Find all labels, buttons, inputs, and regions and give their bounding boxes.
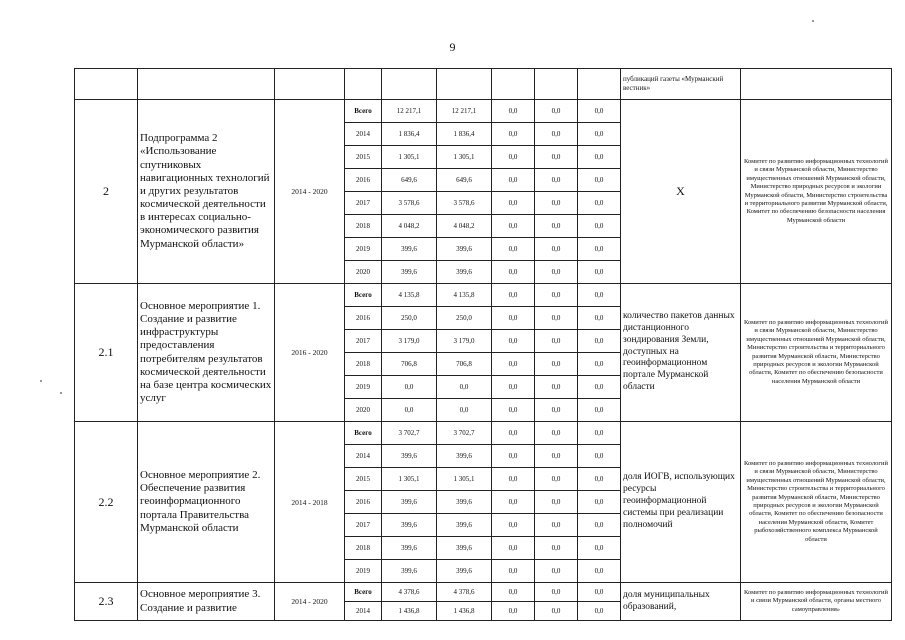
responsible-cell: Комитет по развитию информационных технологий и связи Мурманской области, Министерство имущественных отношений Мурманской области, Министерство строительства и территориального развития Мурманской области, Министерство природных ресурсов и экологии Мурманской области, Комитет по обеспечению безопасности населения Мурманской области, Комитет рыбохозяйственного комплекса Мурманской области [741, 422, 892, 583]
amount-cell: 0,0 [578, 602, 621, 621]
amount-cell: 0,0 [535, 445, 578, 468]
amount-cell: 1 305,1 [437, 468, 492, 491]
amount-cell: 12 217,1 [382, 100, 437, 123]
amount-cell: 4 378,6 [382, 583, 437, 602]
period-cell: 2014 - 2018 [275, 422, 345, 583]
amount-cell: 0,0 [492, 192, 535, 215]
amount-cell: 1 436,8 [437, 602, 492, 621]
amount-cell: 1 436,8 [382, 602, 437, 621]
table-row [75, 284, 892, 307]
amount-cell: 0,0 [535, 353, 578, 376]
amount-cell: 0,0 [492, 169, 535, 192]
year-cell: 2017 [345, 514, 382, 537]
year-cell: 2020 [345, 399, 382, 422]
amount-cell: 1 305,1 [382, 468, 437, 491]
amount-cell: 0,0 [535, 261, 578, 284]
year-cell: 2017 [345, 192, 382, 215]
amount-cell: 0,0 [578, 468, 621, 491]
amount-cell: 3 179,0 [437, 330, 492, 353]
header-indicator-text: публикаций газеты «Мурманский вестник» [621, 69, 741, 100]
amount-cell: 0,0 [578, 261, 621, 284]
amount-cell: 0,0 [535, 330, 578, 353]
scan-speck [60, 392, 62, 394]
amount-cell: 0,0 [578, 445, 621, 468]
amount-cell: 3 702,7 [437, 422, 492, 445]
amount-cell: 250,0 [382, 307, 437, 330]
amount-cell: 0,0 [535, 169, 578, 192]
year-cell: 2017 [345, 330, 382, 353]
scan-speck [812, 20, 814, 22]
responsible-cell: Комитет по развитию информационных технологий и связи Мурманской области, Министерство имущественных отношений Мурманской области, Министерство строительства и территориального развития Мурманской области, Министерство природных ресурсов и экологии Мурманской области, Комитет по обеспечению безопасности населения Мурманской области [741, 284, 892, 422]
period-cell: 2016 - 2020 [275, 284, 345, 422]
amount-cell: 706,8 [437, 353, 492, 376]
amount-cell: 706,8 [382, 353, 437, 376]
amount-cell: 0,0 [492, 238, 535, 261]
amount-cell: 0,0 [437, 376, 492, 399]
item-name-cell: Основное мероприятие 1. Создание и развитие инфраструктуры предоставления потребителям результатов космической деятельности на базе центра космических услуг [138, 284, 275, 422]
amount-cell: 0,0 [578, 491, 621, 514]
period-cell: 2014 - 2020 [275, 583, 345, 621]
item-name-cell: Основное мероприятие 3. Создание и развитие [138, 583, 275, 621]
amount-cell: 0,0 [578, 238, 621, 261]
amount-cell: 250,0 [437, 307, 492, 330]
indicator-cell: количество пакетов данных дистанционного зондирования Земли, доступных на геоинформационном портале Мурманской области [621, 284, 741, 422]
amount-cell: 0,0 [578, 422, 621, 445]
amount-cell: 399,6 [437, 238, 492, 261]
amount-cell: 399,6 [382, 491, 437, 514]
amount-cell: 0,0 [437, 399, 492, 422]
item-name-cell: Основное мероприятие 2. Обеспечение развития геоинформационного портала Правительства Мурманской области [138, 422, 275, 583]
responsible-cell: Комитет по развитию информационных технологий и связи Мурманской области, Министерство имущественных отношений Мурманской области, Министерство природных ресурсов и экологии Мурманской области, Министерство строительства и территориального развития Мурманской области, Комитет по обеспечению безопасности населения Мурманской области [741, 100, 892, 284]
responsible-cell: Комитет по развитию информационных технологий и связи Мурманской области, органы местного самоуправления» [741, 583, 892, 621]
amount-cell: 0,0 [492, 422, 535, 445]
amount-cell: 1 305,1 [382, 146, 437, 169]
amount-cell: 0,0 [492, 468, 535, 491]
year-cell: 2018 [345, 215, 382, 238]
amount-cell: 0,0 [578, 330, 621, 353]
year-cell: 2019 [345, 376, 382, 399]
scan-speck [40, 380, 42, 382]
amount-cell: 3 578,6 [437, 192, 492, 215]
table-body [75, 69, 892, 621]
year-cell: 2018 [345, 537, 382, 560]
item-number-cell: 2.2 [75, 422, 138, 583]
item-number-cell: 2.3 [75, 583, 138, 621]
amount-cell: 0,0 [492, 353, 535, 376]
amount-cell: 0,0 [578, 192, 621, 215]
year-cell: Всего [345, 100, 382, 123]
amount-cell: 0,0 [535, 583, 578, 602]
amount-cell: 4 378,6 [437, 583, 492, 602]
amount-cell: 0,0 [492, 330, 535, 353]
amount-cell: 0,0 [492, 399, 535, 422]
year-cell: 2020 [345, 261, 382, 284]
amount-cell: 0,0 [578, 514, 621, 537]
amount-cell: 1 836,4 [382, 123, 437, 146]
amount-cell: 0,0 [535, 514, 578, 537]
amount-cell: 0,0 [535, 238, 578, 261]
amount-cell: 4 048,2 [382, 215, 437, 238]
amount-cell: 399,6 [382, 238, 437, 261]
amount-cell: 0,0 [578, 307, 621, 330]
amount-cell: 0,0 [492, 215, 535, 238]
amount-cell: 0,0 [535, 560, 578, 583]
year-cell: 2016 [345, 169, 382, 192]
amount-cell: 399,6 [437, 537, 492, 560]
amount-cell: 0,0 [492, 537, 535, 560]
item-name-cell: Подпрограмма 2 «Использование спутниковых навигационных технологий и других результатов космической деятельности в интересах социально-экономического развития Мурманской области» [138, 100, 275, 284]
amount-cell: 0,0 [578, 284, 621, 307]
table-row [75, 100, 892, 123]
year-cell: Всего [345, 284, 382, 307]
amount-cell: 0,0 [578, 537, 621, 560]
amount-cell: 0,0 [535, 399, 578, 422]
year-cell: 2019 [345, 560, 382, 583]
amount-cell: 649,6 [437, 169, 492, 192]
indicator-cell: доля муниципальных образований, [621, 583, 741, 621]
amount-cell: 0,0 [535, 123, 578, 146]
amount-cell: 3 179,0 [382, 330, 437, 353]
amount-cell: 0,0 [492, 100, 535, 123]
year-cell: Всего [345, 422, 382, 445]
indicator-cell: доля ИОГВ, использующих ресурсы геоинформационной системы при реализации полномочий [621, 422, 741, 583]
amount-cell: 0,0 [492, 602, 535, 621]
amount-cell: 0,0 [535, 192, 578, 215]
amount-cell: 1 305,1 [437, 146, 492, 169]
amount-cell: 0,0 [382, 376, 437, 399]
year-cell: Всего [345, 583, 382, 602]
amount-cell: 399,6 [382, 445, 437, 468]
amount-cell: 0,0 [578, 583, 621, 602]
year-cell: 2015 [345, 146, 382, 169]
amount-cell: 399,6 [437, 445, 492, 468]
amount-cell: 0,0 [492, 284, 535, 307]
amount-cell: 0,0 [492, 123, 535, 146]
amount-cell: 1 836,4 [437, 123, 492, 146]
amount-cell: 0,0 [535, 307, 578, 330]
year-cell: 2016 [345, 307, 382, 330]
amount-cell: 0,0 [492, 583, 535, 602]
amount-cell: 0,0 [492, 307, 535, 330]
amount-cell: 0,0 [382, 399, 437, 422]
table-row [75, 422, 892, 445]
amount-cell: 649,6 [382, 169, 437, 192]
table-row [75, 583, 892, 602]
amount-cell: 0,0 [492, 376, 535, 399]
header-row [75, 69, 892, 100]
amount-cell: 0,0 [578, 560, 621, 583]
amount-cell: 0,0 [578, 353, 621, 376]
amount-cell: 0,0 [492, 491, 535, 514]
amount-cell: 0,0 [578, 100, 621, 123]
year-cell: 2014 [345, 602, 382, 621]
amount-cell: 3 578,6 [382, 192, 437, 215]
amount-cell: 4 135,8 [437, 284, 492, 307]
amount-cell: 3 702,7 [382, 422, 437, 445]
year-cell: 2014 [345, 123, 382, 146]
amount-cell: 0,0 [535, 602, 578, 621]
amount-cell: 0,0 [535, 376, 578, 399]
item-number-cell: 2 [75, 100, 138, 284]
amount-cell: 0,0 [492, 560, 535, 583]
amount-cell: 0,0 [535, 146, 578, 169]
year-cell: 2018 [345, 353, 382, 376]
amount-cell: 0,0 [535, 100, 578, 123]
item-number-cell: 2.1 [75, 284, 138, 422]
amount-cell: 399,6 [382, 537, 437, 560]
amount-cell: 399,6 [382, 560, 437, 583]
amount-cell: 4 135,8 [382, 284, 437, 307]
year-cell: 2014 [345, 445, 382, 468]
amount-cell: 0,0 [578, 399, 621, 422]
amount-cell: 0,0 [535, 284, 578, 307]
amount-cell: 399,6 [437, 514, 492, 537]
year-cell: 2015 [345, 468, 382, 491]
amount-cell: 399,6 [382, 261, 437, 284]
amount-cell: 0,0 [578, 169, 621, 192]
program-table [74, 68, 892, 621]
indicator-cell: X [621, 100, 741, 284]
amount-cell: 399,6 [437, 261, 492, 284]
amount-cell: 0,0 [535, 491, 578, 514]
amount-cell: 0,0 [535, 422, 578, 445]
amount-cell: 0,0 [535, 468, 578, 491]
page-number: 9 [449, 40, 456, 54]
amount-cell: 0,0 [492, 514, 535, 537]
amount-cell: 0,0 [578, 146, 621, 169]
amount-cell: 399,6 [382, 514, 437, 537]
amount-cell: 399,6 [437, 491, 492, 514]
amount-cell: 0,0 [578, 123, 621, 146]
amount-cell: 0,0 [578, 215, 621, 238]
amount-cell: 0,0 [492, 445, 535, 468]
amount-cell: 4 048,2 [437, 215, 492, 238]
amount-cell: 399,6 [437, 560, 492, 583]
period-cell: 2014 - 2020 [275, 100, 345, 284]
amount-cell: 0,0 [492, 146, 535, 169]
amount-cell: 0,0 [535, 537, 578, 560]
amount-cell: 0,0 [578, 376, 621, 399]
amount-cell: 12 217,1 [437, 100, 492, 123]
amount-cell: 0,0 [492, 261, 535, 284]
year-cell: 2019 [345, 238, 382, 261]
amount-cell: 0,0 [535, 215, 578, 238]
year-cell: 2016 [345, 491, 382, 514]
